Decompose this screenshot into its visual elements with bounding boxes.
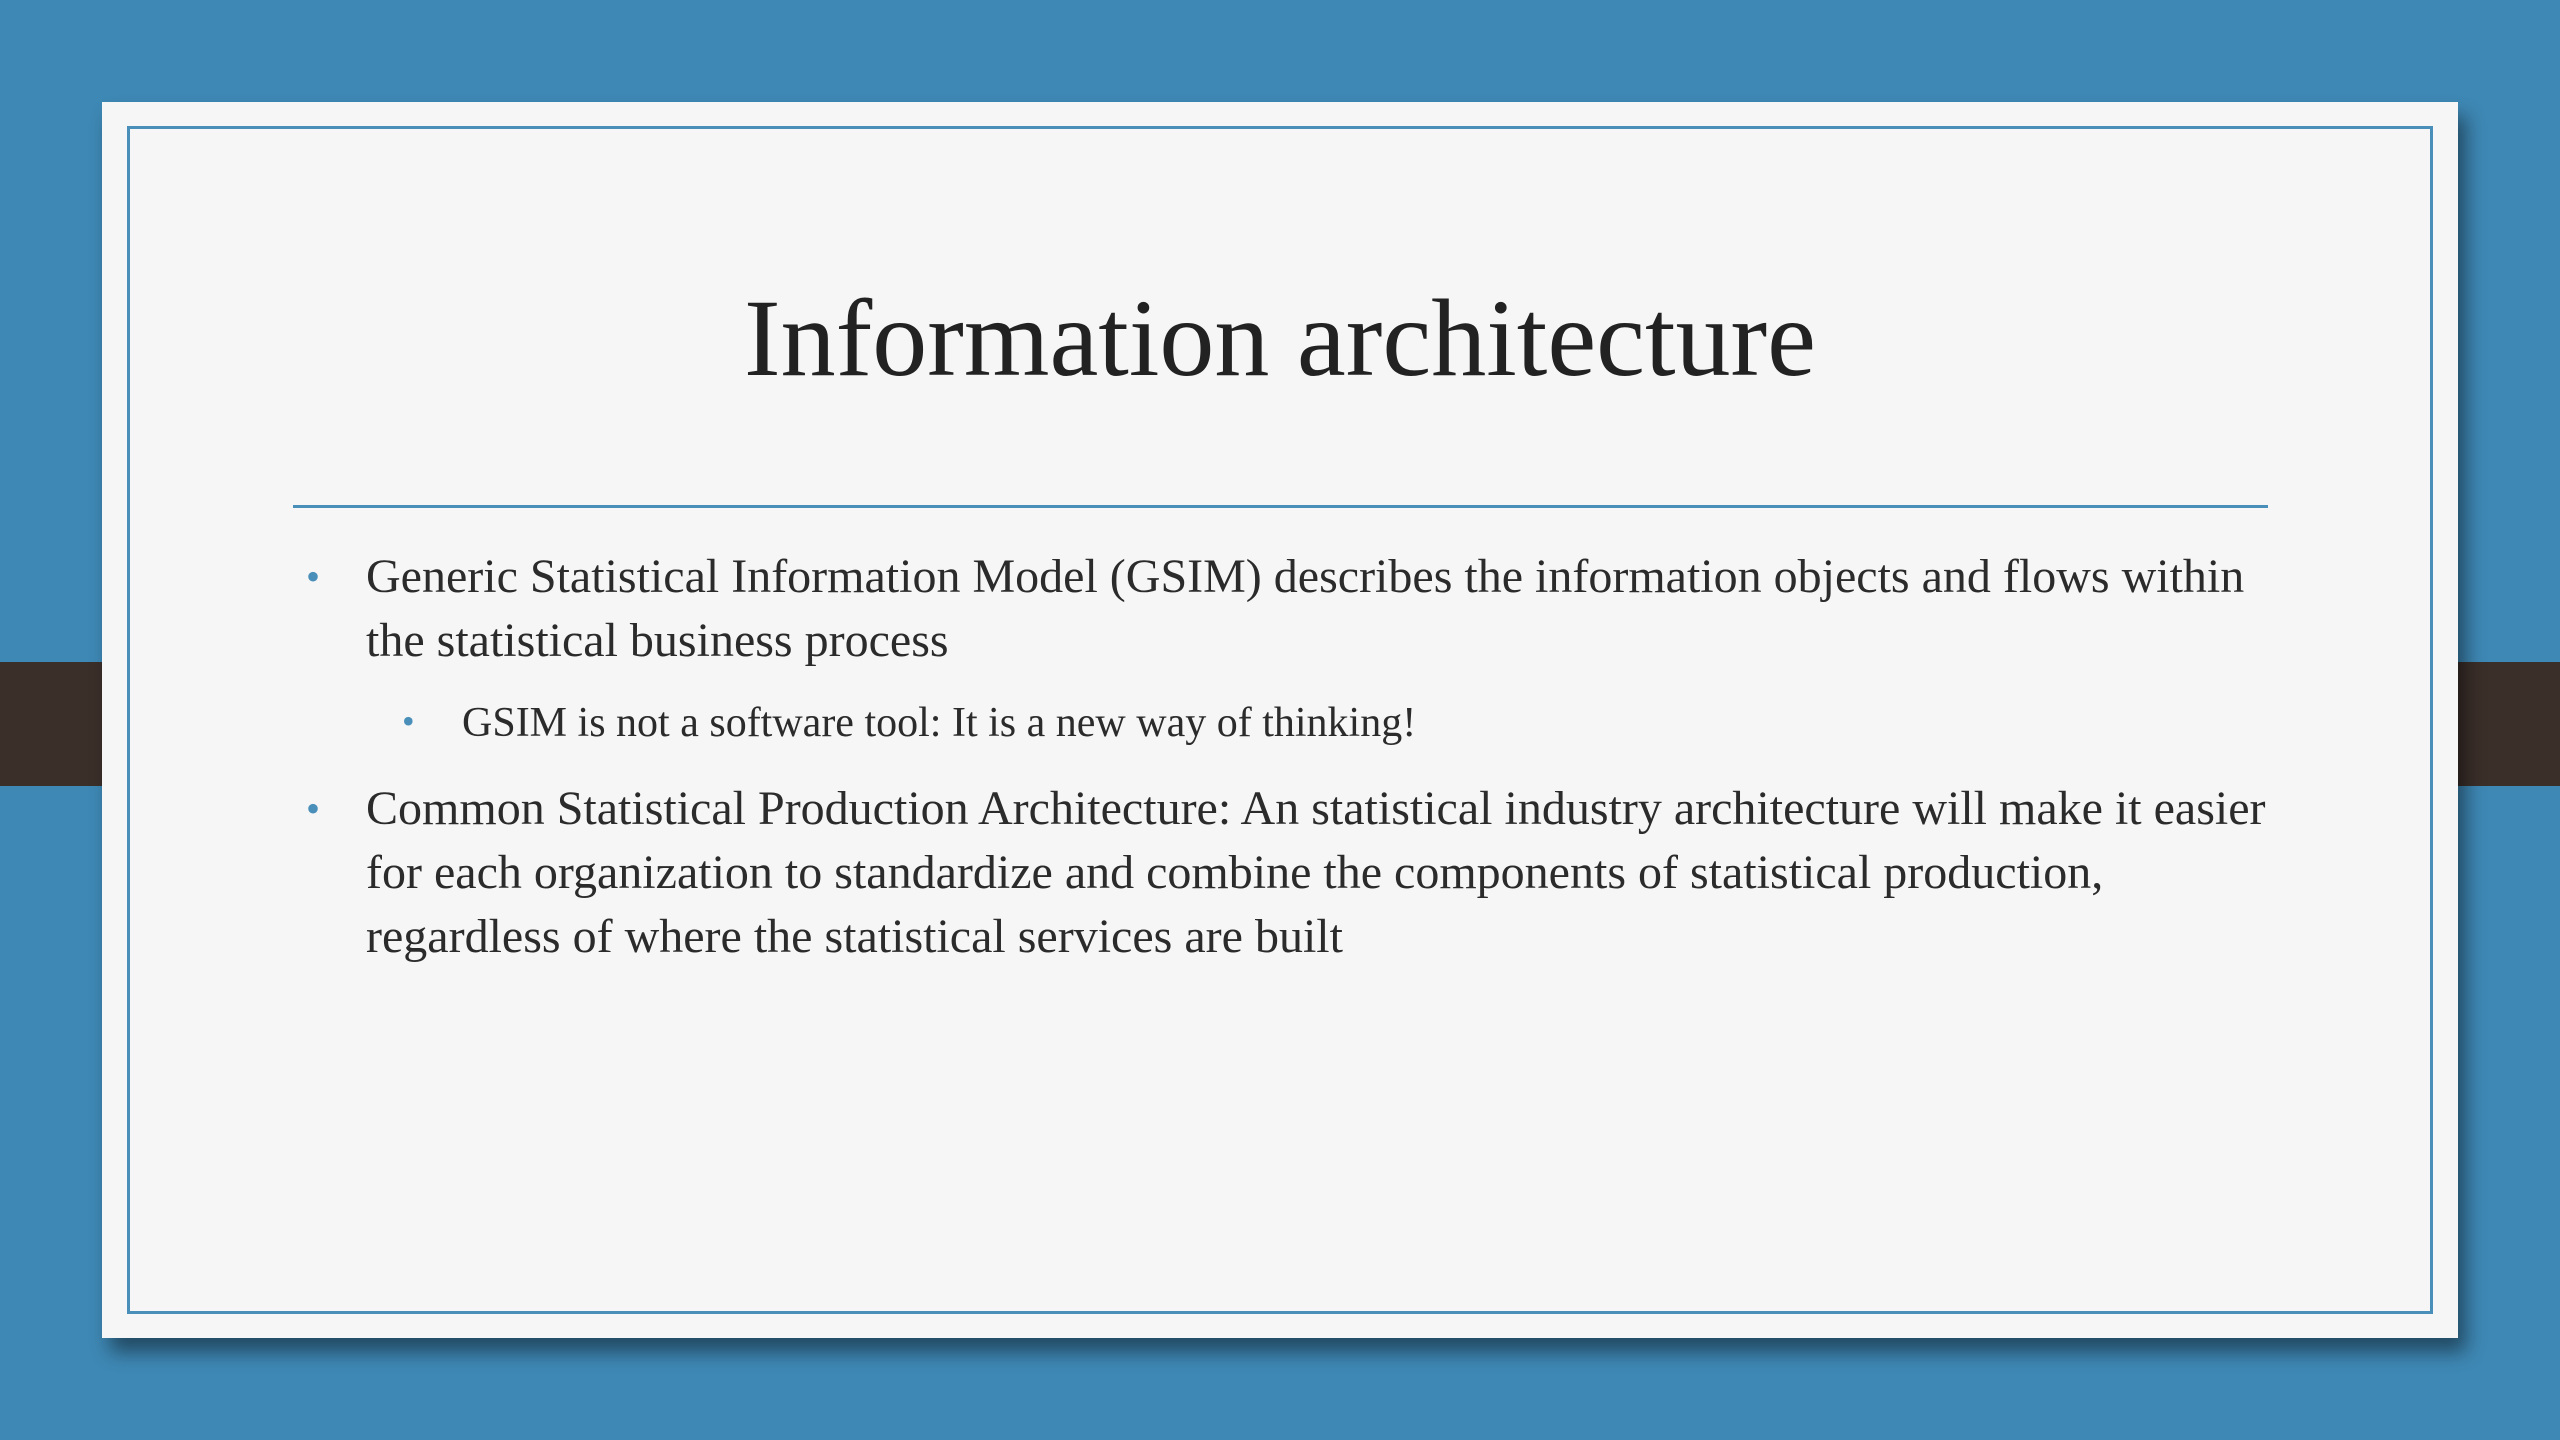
slide-title: Information architecture: [744, 277, 1816, 399]
bullet-item: [300, 545, 2280, 673]
bullet-item: [300, 777, 2280, 969]
sub-bullet-item: [300, 693, 2280, 753]
bullet-dot-icon: •: [306, 786, 321, 831]
bullet-text: Common Statistical Production Architecture: An statistical industry architecture will make it easier for each organization to standardize and combine the components of statistical production, regardless of where the statistical services are built: [366, 782, 2266, 963]
slide-content: [300, 545, 2280, 989]
title-divider: [293, 505, 2268, 508]
bullet-text: Generic Statistical Information Model (GSIM) describes the information objects and flows within the statistical business process: [366, 550, 2245, 667]
bullet-dot-icon: •: [402, 701, 415, 741]
sub-bullet-text: GSIM is not a software tool: It is a new way of thinking!: [462, 700, 1417, 746]
bullet-dot-icon: •: [306, 554, 321, 599]
